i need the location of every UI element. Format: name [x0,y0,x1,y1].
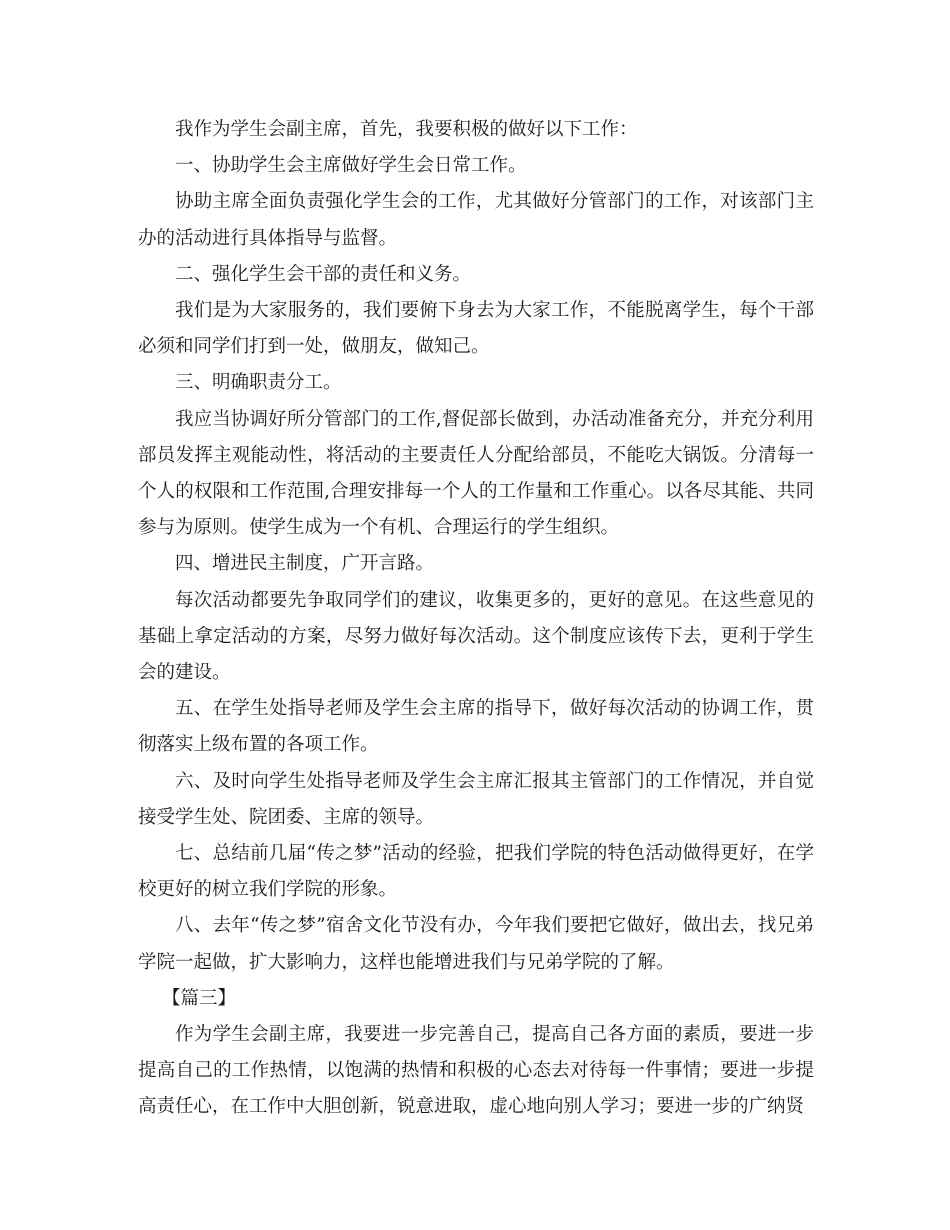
section-heading: 【篇三】 [162,987,237,1009]
heading-item-4: 四、增进民主制度，广开言路。 [175,553,435,575]
paragraph-item-7: 七、总结前几届“传之梦”活动的经验，把我们学院的特色活动做得更好，在学校更好的树立我们学院的形象。 [138,843,814,901]
heading-item-2: 二、强化学生会干部的责任和义务。 [175,263,472,285]
paragraph-item-1: 协助主席全面负责强化学生会的工作，尤其做好分管部门的工作，对该部门主办的活动进行具体指导与监督。 [138,191,814,249]
paragraph-item-3: 我应当协调好所分管部门的工作,督促部长做到，办活动准备充分，并充分利用部员发挥主观能动性，将活动的主要责任人分配给部员，不能吃大锅饭。分清每一个人的权限和工作范围,合理安排每一个人的工作量和工作重心。以各尽其能、共同参与为原则。使学生成为一个有机、合理运行的学生组织。 [138,408,814,539]
document-body [138,112,814,1126]
paragraph-item-4: 每次活动都要先争取同学们的建议，收集更多的，更好的意见。在这些意见的基础上拿定活动的方案，尽努力做好每次活动。这个制度应该传下去，更利于学生会的建设。 [138,589,814,684]
paragraph-item-2: 我们是为大家服务的，我们要俯下身去为大家工作，不能脱离学生，每个干部必须和同学们打到一处，做朋友，做知己。 [138,300,814,358]
paragraph-section-3: 作为学生会副主席，我要进一步完善自己，提高自己各方面的素质，要进一步提高自己的工作热情，以饱满的热情和积极的心态去对待每一件事情；要进一步提高责任心，在工作中大胆创新，锐意进取，虚心地向别人学习；要进一步的广纳贤 [138,1024,814,1118]
paragraph-item-5: 五、在学生处指导老师及学生会主席的指导下，做好每次活动的协调工作，贯彻落实上级布置的各项工作。 [138,698,814,756]
paragraph-item-8: 八、去年“传之梦”宿舍文化节没有办，今年我们要把它做好，做出去，找兄弟学院一起做，扩大影响力，这样也能增进我们与兄弟学院的了解。 [138,915,814,973]
heading-item-1: 一、协助学生会主席做好学生会日常工作。 [175,155,527,177]
paragraph-intro: 我作为学生会副主席，首先，我要积极的做好以下工作： [175,119,638,140]
paragraph-item-6: 六、及时向学生处指导老师及学生会主席汇报其主管部门的工作情况，并自觉接受学生处、院团委、主席的领导。 [138,770,814,828]
heading-item-3: 三、明确职责分工。 [175,372,342,394]
